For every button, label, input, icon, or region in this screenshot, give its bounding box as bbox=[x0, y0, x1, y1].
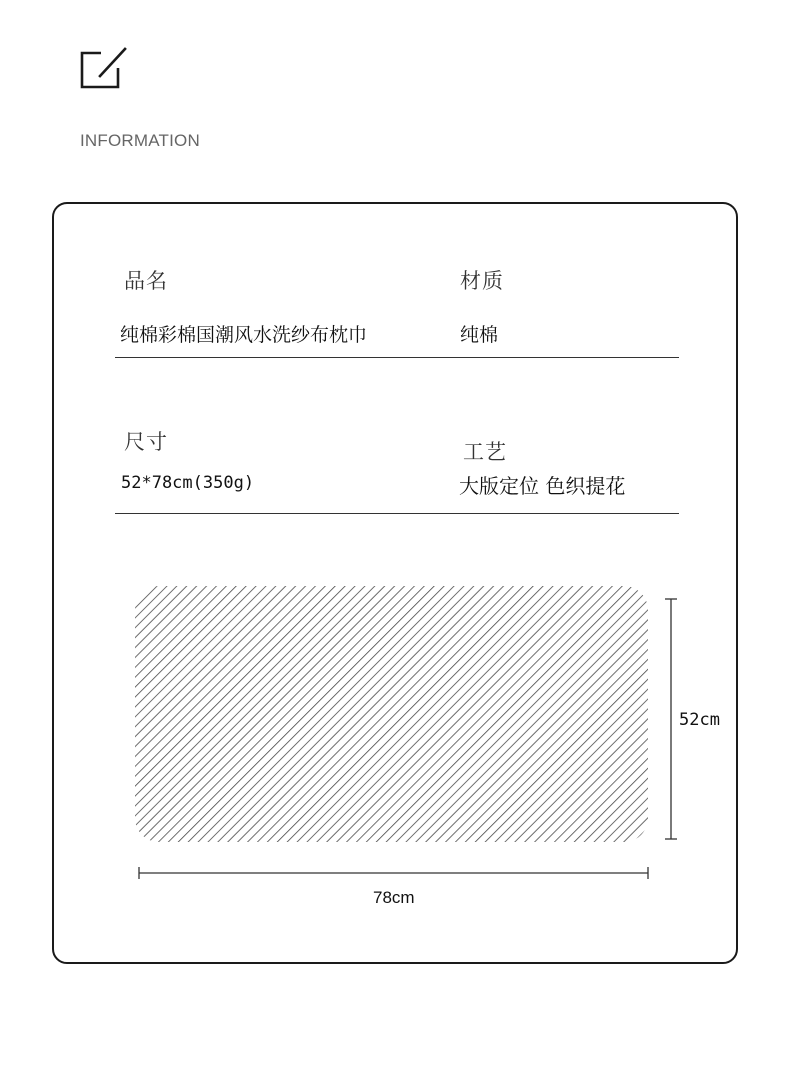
divider bbox=[115, 357, 679, 358]
height-dimension-label: 52cm bbox=[679, 710, 720, 730]
size-label: 尺寸 bbox=[124, 430, 168, 454]
product-name-label: 品名 bbox=[124, 269, 168, 293]
craft-value: 大版定位 色织提花 bbox=[459, 474, 626, 498]
divider bbox=[115, 513, 679, 514]
info-card bbox=[52, 202, 738, 964]
craft-label: 工艺 bbox=[463, 440, 507, 464]
size-value: 52*78cm(350g) bbox=[121, 473, 255, 493]
width-dimension-label: 78cm bbox=[373, 888, 415, 907]
product-name-value: 纯棉彩棉国潮风水洗纱布枕巾 bbox=[120, 324, 368, 346]
edit-note-icon bbox=[80, 46, 128, 90]
material-value: 纯棉 bbox=[460, 324, 499, 346]
material-label: 材质 bbox=[460, 269, 504, 293]
section-title: INFORMATION bbox=[80, 131, 200, 150]
